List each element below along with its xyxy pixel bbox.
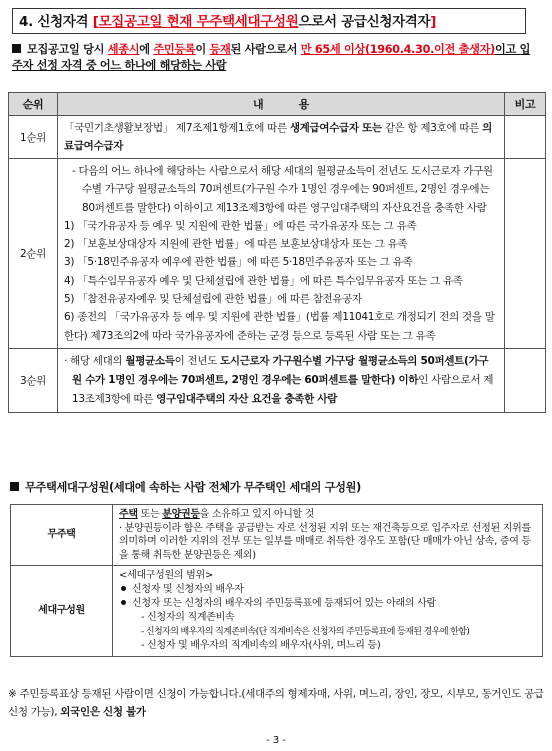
subtitle-text: 무주택세대구성원(세대에 속하는 사람 전체가 무주택인 세대의 구성원) [25,481,361,494]
content-cell [113,566,543,657]
content-line: · 분양권등이라 함은 주택을 공급받는 자로 선정된 지위 또는 재건축등으로 입주자로 선정된 지위를 의미하며 이러한 지위의 전부 또는 일부를 매매로 취득한 경우도 포함(단 매매가 아닌 상속, 증여 등을 통해 취득한 분양권등은 제외) [119,522,531,561]
rank-cell: 3순위 [9,348,58,412]
content-cell [58,159,505,349]
dash-item: - 신청자 및 배우자의 직계비속의 배우자(사위, 며느리 등) [141,640,381,651]
content-bold: 분양권등 [162,509,200,520]
footnote [8,685,544,721]
header-rank: 순위 [9,93,58,116]
remarks-cell [505,116,546,159]
content-bold: 주택 [119,509,138,520]
household-subtitle [10,479,361,495]
bullet-icon [121,600,126,605]
content-bold: 영구임대주택의 자산 요건을 충족한 사람 [156,392,338,405]
subtitle-highlight: 세종시 [107,43,140,56]
content-text: 「국민기초생활보장법」 제7조제1항제1호에 따른 [64,122,290,134]
page-number: - 3 - [266,735,286,746]
household-table [10,504,543,657]
square-bullet-icon [10,482,19,491]
dash-item: - 신청자의 직계존비속 [141,612,235,623]
label-cell: 세대구성원 [11,566,113,657]
content-cell [113,505,543,566]
label-cell: 무주택 [11,505,113,566]
bullet-item [119,583,536,597]
content-intro: - 다음의 어느 하나에 해당하는 사람으로서 해당 세대의 월평균소득이 전년도 도시근로자 가구원수별 가구당 월평균소득의 70퍼센트(가구원 수가 1명인 경우에는 90퍼센트, 2명인 경우에는 80퍼센트를 말한다) 이하이고 제13조제3항에 따른 영구임대주택의 자산요건을 충족한 사람 [72,165,493,214]
content-text: 인 사람으로서 제13조제3항에 따른 [72,373,494,405]
remarks-cell [505,348,546,412]
subtitle-text: 된 사람으로서 [230,43,301,56]
priority-table [8,92,546,413]
content-line: <세대구성원의 범위> [119,570,213,581]
bullet-item [119,597,536,611]
list-item: 1) 「국가유공자 등 예우 및 지원에 관한 법률」에 따른 국가유공자 또는 그 유족 [64,219,417,232]
list-item: 6) 종전의 「국가유공자 등 예우 및 지원에 관한 법률」(법률 제11041호로 개정되기 전의 것을 말한다) 제73조의2에 따라 국가유공자에 준하는 군경 등으로 등록된 사람 또는 그 유족 [64,311,495,342]
content-bold: 도시근로자 가구원수별 가구당 월평균소득의 50퍼센트(가구원 수가 1명인 경우에는 70퍼센트, 2명인 경우에는 60퍼센트를 말한다) 이하 [72,354,489,386]
title-highlight: 모집공고일 현재 무주택세대구성원 [98,14,299,30]
subtitle-text: 모집공고일 당시 [27,43,108,56]
title-bracket-open: [ [92,14,99,30]
list-item: 3) 「5·18민주유공자 예우에 관한 법률」에 따른 5·18민주유공자 또는 그 유족 [64,256,413,269]
rank-cell: 2순위 [9,159,58,349]
content-bold: 의료급여수급자 [64,122,492,152]
dash-item: - 신청자의 배우자의 직계존비속(단 직계비속은 신청자의 주민등록표에 등재된 경우에 한함) [141,627,470,637]
table-header-row [9,93,546,116]
table-row [9,348,546,412]
content-text: 같은 항 제3호에 따른 [381,122,483,134]
square-bullet-icon [12,44,21,53]
content-bold: 생계급여수급자 또는 [289,122,382,134]
content-text: 또는 [137,509,163,520]
subtitle-text: 에 [139,43,154,56]
subtitle-text: 이 [195,43,210,56]
subtitle-highlight: 주민등록 [153,43,196,56]
content-text: 신청자 및 신청자의 배우자 [132,584,244,595]
table-row [9,159,546,349]
content-cell [58,116,505,159]
title-prefix: 4. 신청자격 [19,14,93,30]
content-text: 신청자 또는 신청자의 배우자의 주민등록표에 등재되어 있는 아래의 사람 [132,598,436,609]
section-title [12,8,526,34]
content-text: 을 소유하고 있지 아니할 것 [199,509,315,520]
table-row [11,505,543,566]
remarks-cell [505,159,546,349]
header-content: 내 용 [58,93,505,116]
rank-cell: 1순위 [9,116,58,159]
title-rest: 으로서 공급신청자격자 [298,14,431,30]
title-bracket-close: ] [430,14,437,30]
footnote-bold: 외국인은 신청 불가 [60,706,146,718]
content-bold: 월평균소득 [125,354,175,367]
header-remarks: 비고 [505,93,546,116]
content-line [119,508,536,522]
list-item: 5) 「참전유공자예우 및 단체설립에 관한 법률」에 따른 참전유공자 [64,293,362,306]
content-text: 이 전년도 [174,354,221,367]
content-text: · 해당 세대의 [64,354,126,367]
content-cell [58,348,505,412]
list-item: 2) 「보훈보상대상자 지원에 관한 법률」에 따른 보훈보상대상자 또는 그 유족 [64,238,408,251]
list-item: 4) 「특수임무유공자 예우 및 단체설립에 관한 법률」에 따른 특수임무유공자 또는 그 유족 [64,274,463,287]
bullet-icon [121,586,126,591]
eligibility-subtitle [12,42,540,74]
subtitle-text: 이고 입주자 선정 자격 중 어느 하나에 해당하는 사람 [12,43,531,72]
table-row [9,116,546,159]
subtitle-highlight: 등재 [209,43,231,56]
table-row [11,566,543,657]
footnote-text: ※ 주민등록표상 등재된 사람이면 신청이 가능합니다.(세대주의 형제자매, 사위, 며느리, 장인, 장모, 시부모, 동거인도 공급신청 가능), [8,688,544,718]
subtitle-highlight: 만 65세 이상(1960.4.30.이전 출생자) [300,43,495,56]
